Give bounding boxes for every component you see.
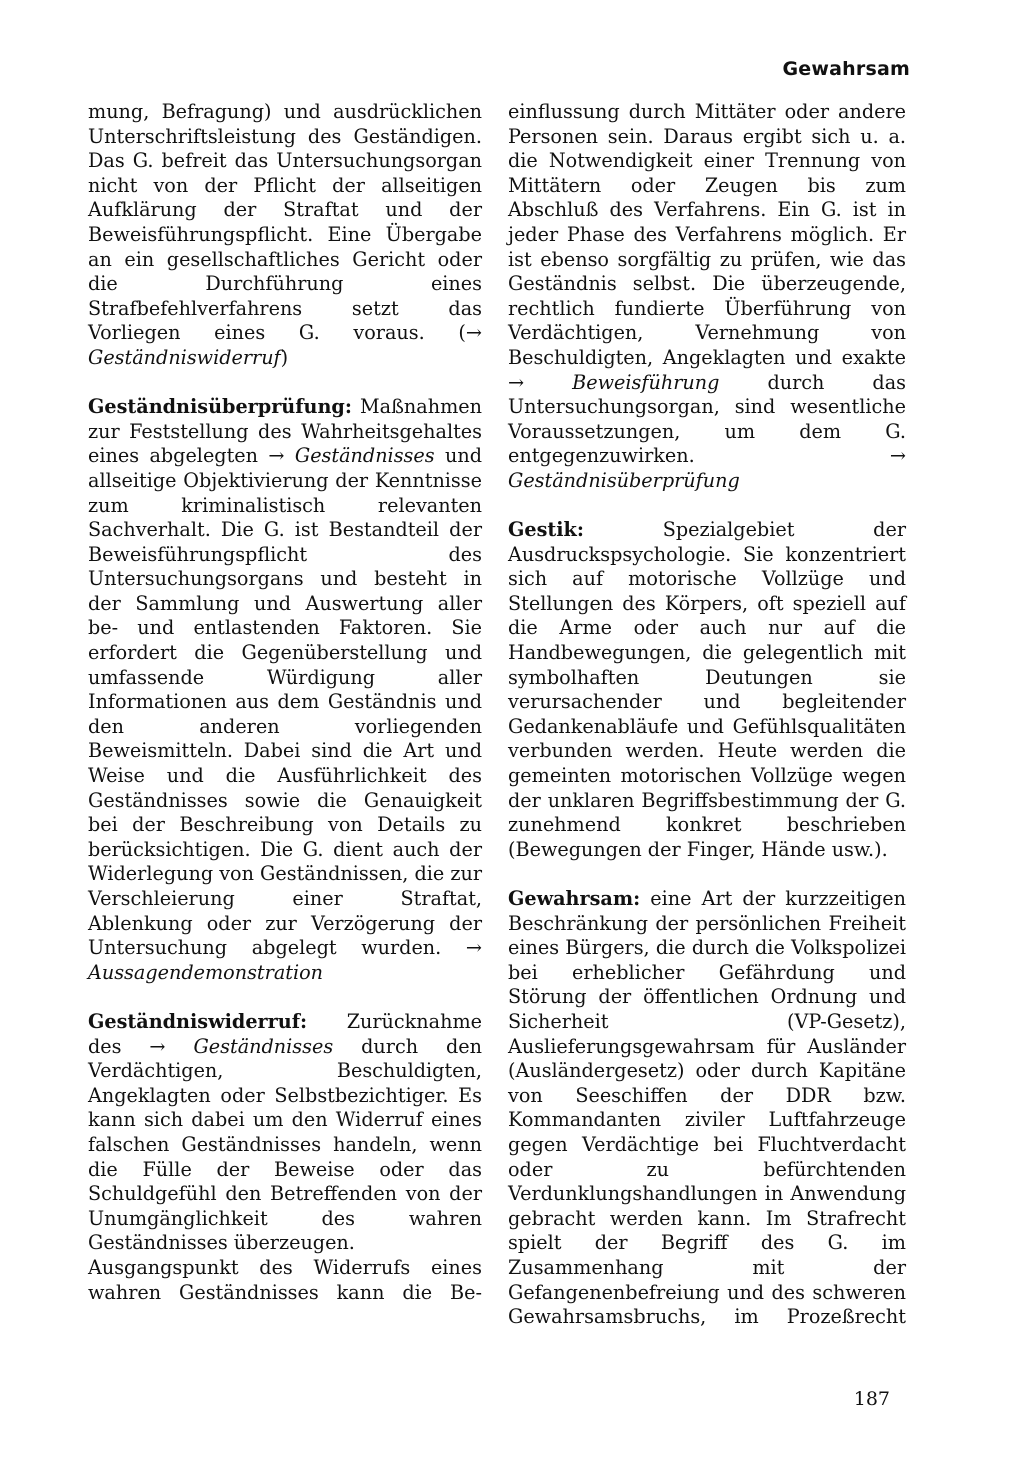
cross-reference: Geständnisses bbox=[294, 444, 435, 468]
body-text: einflussung durch Mittäter oder andere Personen sein. Daraus ergibt sich u. a. die Notwendigkeit einer Trennung von Mittätern oder Zeugen bis zum Abschluß des Verfahrens. Ein G. ist in jeder Phase des Verfahrens möglich. Er ist ebenso sorgfältig zu prüfen, wie das Geständnis selbst. Die überzeugende, rechtlich fundierte Überführung von Verdächtigen, Vernehmung von Beschuldigten, Angeklagten und exakte → bbox=[508, 100, 906, 394]
cross-reference: Beweisführung bbox=[572, 370, 720, 394]
body-text: Zurücknahme des → bbox=[88, 1009, 482, 1058]
left-column bbox=[88, 100, 482, 1305]
entry-gestaendniswiderruf-cont bbox=[88, 1256, 482, 1305]
cross-reference: Geständnisses bbox=[193, 1034, 334, 1058]
body-text: mung, Befragung) und ausdrücklichen Unterschriftsleistung des Geständigen. Das G. befreit das Untersuchungsorgan nicht von der Pflicht der allseitigen Aufklärung der Straftat und der Beweisführungspflicht. Eine Übergabe an ein gesellschaftliches Gericht oder die Durchführung eines Strafbefehlverfahrens setzt das Vorliegen eines G. voraus. (→ bbox=[88, 100, 482, 345]
running-head: Gewahrsam bbox=[782, 58, 910, 80]
entry-gewahrsam bbox=[508, 887, 906, 1330]
entry-gestaendnisueberpruefung bbox=[88, 395, 482, 985]
headword: Gestik: bbox=[508, 518, 584, 542]
right-column bbox=[508, 100, 906, 1330]
body-text: Maßnahmen zur Feststellung des Wahrheitsgehaltes eines abgelegten → bbox=[88, 395, 482, 468]
body-text: und allseitige Objektivierung der Kenntnisse zum kriminalistisch relevanten Sachverhalt. Die G. ist Bestandteil der Beweisführungspflicht des Untersuchungsorgans und besteht in der Sammlung und Auswertung aller be- und entlastenden Faktoren. Sie erfordert die Gegenüberstellung und umfassende Würdigung aller Informationen aus dem Geständnis und den anderen vorliegenden Beweismitteln. Dabei sind die Art und Weise und die Ausführlichkeit des Geständnisses sowie die Genauigkeit bei der Beschreibung von Details zu berücksichtigen. Die G. dient auch der Widerlegung von Geständnissen, die zur Verschleierung einer Straftat, Ablenkung oder zur Verzögerung der Untersuchung abgelegt wurden. → bbox=[88, 444, 482, 960]
headword: Geständniswiderruf: bbox=[88, 1009, 308, 1033]
cross-reference: Geständniswiderruf bbox=[88, 345, 281, 369]
cross-reference: Geständnisüberprüfung bbox=[508, 468, 740, 492]
body-text: durch den Verdächtigen, Beschuldigten, Angeklagten oder Selbstbezichtiger. Es kann sich dabei um den Widerruf eines falschen Geständnisses handeln, wenn die Fülle der Beweise oder das Schuldgefühl den Betreffenden von der Unumgänglichkeit des wahren Geständnisses überzeugen. bbox=[88, 1034, 482, 1255]
body-text: eine Art der kurzzeitigen Beschränkung der persönlichen Freiheit eines Bürgers, die durch die Volkspolizei bei erheblicher Gefährdung und Störung der öffentlichen Ordnung und Sicherheit (VP-Gesetz), Auslieferungsgewahrsam für Ausländer (Ausländergesetz) oder durch Kapitäne von Seeschiffen der DDR bzw. Kommandanten ziviler Luftfahrzeuge gegen Verdächtige bei Fluchtverdacht oder zu befürchtenden Verdunklungshandlungen in Anwendung gebracht werden kann. Im Strafrecht spielt der Begriff des G. im Zusammenhang mit der Gefangenenbefreiung und des schweren Gewahrsamsbruchs, im Prozeßrecht bbox=[508, 887, 906, 1329]
body-text: durch das Untersuchungsorgan, sind wesentliche Voraussetzungen, um dem G. entgegenzuwirken. → bbox=[508, 370, 906, 468]
headword: Geständnisüberprüfung: bbox=[88, 395, 352, 419]
headword: Gewahrsam: bbox=[508, 887, 641, 910]
entry-gestaendniswiderruf bbox=[88, 1010, 482, 1256]
entry-gestik bbox=[508, 518, 906, 862]
body-text: Spezialgebiet der Ausdruckspsychologie. Sie konzentriert sich auf motorische Vollzüge und Stellungen des Körpers, oft speziell auf die Arme oder auch nur auf die Handbewegungen, die gelegentlich mit symbolhaften Deutungen sie verursachender und begleitender Gedankenabläufe und Gefühlsqualitäten verbunden werden. Heute werden die gemeinten motorischen Vollzüge wegen der unklaren Begriffsbestimmung der G. zunehmend konkret beschrieben (Bewegungen der Finger, Hände usw.). bbox=[508, 518, 906, 861]
entry-continuation bbox=[88, 100, 482, 371]
page-number: 187 bbox=[853, 1388, 890, 1410]
body-text: ) bbox=[280, 345, 289, 369]
cross-reference: Aussagendemonstration bbox=[88, 960, 324, 984]
body-text: Ausgangspunkt des Widerrufs eines wahren Geständnisses kann die Be- bbox=[88, 1255, 482, 1304]
entry-continuation bbox=[508, 100, 906, 494]
